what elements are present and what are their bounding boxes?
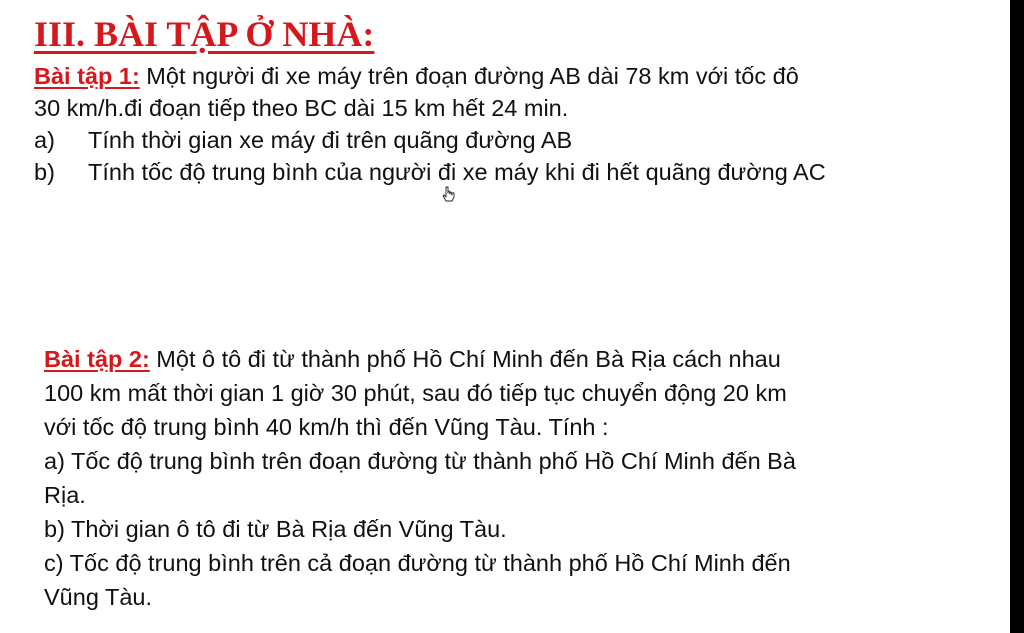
item-a-letter: a) — [34, 127, 55, 153]
exercise-1-item-a — [34, 124, 826, 156]
exercise-1-label: Bài tập 1: — [34, 63, 140, 89]
exercise-1 — [34, 60, 826, 188]
section-heading: III. BÀI TẬP Ở NHÀ: — [34, 14, 375, 54]
exercise-2-item-a-line-2: Rịa. — [44, 482, 86, 508]
exercise-2-item-b: b) Thời gian ô tô đi từ Bà Rịa đến Vũng Tàu. — [44, 516, 507, 542]
exercise-2-line-1 — [44, 342, 796, 376]
mouse-cursor-icon — [442, 186, 456, 204]
exercise-1-text-1: Một người đi xe máy trên đoạn đường AB dài 78 km với tốc đô — [139, 63, 799, 89]
exercise-2-text-2: 100 km mất thời gian 1 giờ 30 phút, sau đó tiếp tục chuyển động 20 km — [44, 380, 787, 406]
exercise-2-label: Bài tập 2: — [44, 346, 150, 372]
exercise-2-item-c-line-1: c) Tốc độ trung bình trên cả đoạn đường từ thành phố Hồ Chí Minh đến — [44, 550, 791, 576]
item-b-text: Tính tốc độ trung bình của người đi xe máy khi đi hết quãng đường AC — [88, 159, 826, 185]
exercise-2-item-c-line-2: Vũng Tàu. — [44, 584, 153, 610]
exercise-1-text-2: 30 km/h.đi đoạn tiếp theo BC dài 15 km hết 24 min. — [34, 95, 569, 121]
exercise-2 — [44, 342, 796, 614]
exercise-2-text-1: Một ô tô đi từ thành phố Hồ Chí Minh đến Bà Rịa cách nhau — [149, 346, 781, 372]
exercise-2-text-3: với tốc độ trung bình 40 km/h thì đến Vũng Tàu. Tính : — [44, 414, 609, 440]
exercise-2-item-a-line-1: a) Tốc độ trung bình trên đoạn đường từ thành phố Hồ Chí Minh đến Bà — [44, 448, 796, 474]
item-a-text: Tính thời gian xe máy đi trên quãng đường AB — [88, 127, 573, 153]
item-b-letter: b) — [34, 159, 55, 185]
window-edge — [1010, 0, 1024, 633]
exercise-1-line-1 — [34, 60, 826, 92]
exercise-1-item-b — [34, 156, 826, 188]
